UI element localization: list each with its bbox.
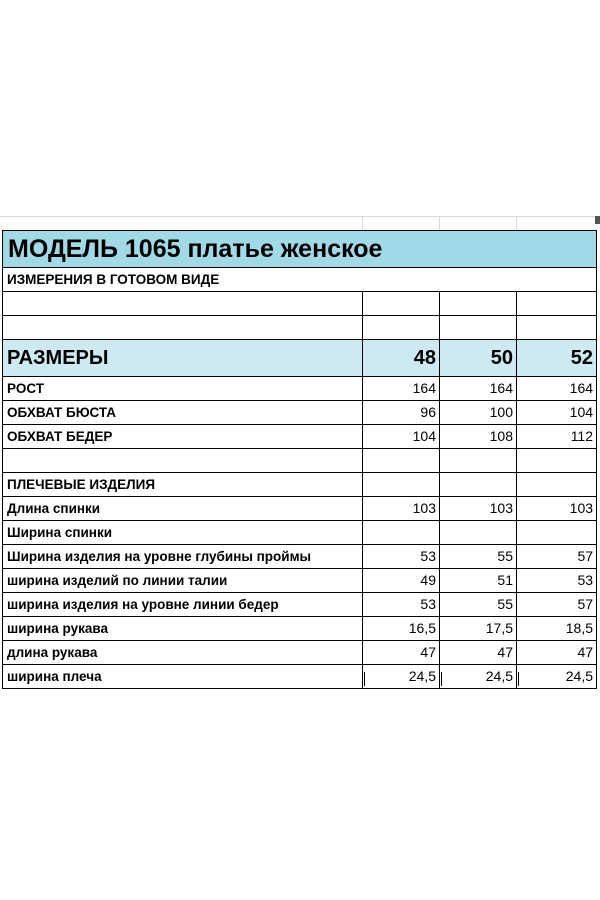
measurement-value: 112 (517, 425, 597, 449)
measurement-value: 57 (517, 545, 597, 569)
measurement-value: 164 (440, 377, 517, 401)
measurement-value: 49 (363, 569, 440, 593)
measurement-value: 53 (517, 569, 597, 593)
column-tail (441, 672, 442, 686)
measurement-label: Длина спинки (3, 497, 363, 521)
measurement-value: 47 (363, 641, 440, 665)
measurement-label: ОБХВАТ БЮСТА (3, 401, 363, 425)
table-subtitle: ИЗМЕРЕНИЯ В ГОТОВОМ ВИДЕ (3, 268, 597, 292)
size-chart-table (2, 230, 597, 689)
measurement-value: 17,5 (440, 617, 517, 641)
empty-cell (440, 292, 517, 316)
empty-row (3, 292, 597, 316)
sizes-label: РАЗМЕРЫ (3, 340, 363, 377)
measurement-value: 55 (440, 545, 517, 569)
table-title: МОДЕЛЬ 1065 платье женское (3, 231, 597, 268)
column-tail (364, 672, 365, 686)
measurement-value: 96 (363, 401, 440, 425)
empty-cell (3, 292, 363, 316)
measurement-label: ширина рукава (3, 617, 363, 641)
column-guides (0, 216, 600, 230)
measurement-value (363, 521, 440, 545)
measurement-value: 103 (363, 497, 440, 521)
measurement-label: ширина плеча (3, 665, 363, 689)
size-header: 52 (517, 340, 597, 377)
measurement-value: 16,5 (363, 617, 440, 641)
measurement-value: 55 (440, 593, 517, 617)
size-header: 48 (363, 340, 440, 377)
measurement-value: 24,5 (440, 665, 517, 689)
measurement-value: 103 (440, 497, 517, 521)
measurement-value (440, 449, 517, 473)
measurement-value: 53 (363, 593, 440, 617)
table-row (3, 497, 597, 521)
empty-cell (517, 292, 597, 316)
empty-cell (363, 316, 440, 340)
column-tail (518, 672, 519, 686)
measurement-value: 53 (363, 545, 440, 569)
measurement-label: Ширина спинки (3, 521, 363, 545)
measurement-value: 47 (517, 641, 597, 665)
table-row (3, 473, 597, 497)
measurement-value: 108 (440, 425, 517, 449)
measurement-value (440, 521, 517, 545)
measurement-value (363, 473, 440, 497)
measurement-value: 103 (517, 497, 597, 521)
column-guide (439, 216, 440, 230)
table-row (3, 569, 597, 593)
measurement-label: ширина изделий по линии талии (3, 569, 363, 593)
size-header: 50 (440, 340, 517, 377)
measurement-value (363, 449, 440, 473)
measurement-value: 104 (517, 401, 597, 425)
table-row (3, 617, 597, 641)
measurement-value: 47 (440, 641, 517, 665)
table-row (3, 449, 597, 473)
measurement-value: 104 (363, 425, 440, 449)
table-row (3, 665, 597, 689)
measurement-label (3, 449, 363, 473)
empty-cell (440, 316, 517, 340)
measurement-value (517, 473, 597, 497)
measurement-label: ОБХВАТ БЕДЕР (3, 425, 363, 449)
measurement-label: РОСТ (3, 377, 363, 401)
empty-cell (363, 292, 440, 316)
table-row (3, 593, 597, 617)
measurement-value: 164 (363, 377, 440, 401)
spreadsheet-area (0, 216, 600, 686)
measurement-label: длина рукава (3, 641, 363, 665)
empty-cell (3, 316, 363, 340)
column-guide (362, 216, 363, 230)
measurement-value: 51 (440, 569, 517, 593)
empty-row (3, 316, 597, 340)
measurement-value: 57 (517, 593, 597, 617)
scrollbar-corner (595, 216, 600, 224)
measurement-value: 24,5 (363, 665, 440, 689)
column-guide (516, 216, 517, 230)
table-row (3, 425, 597, 449)
measurement-value: 164 (517, 377, 597, 401)
measurement-value: 100 (440, 401, 517, 425)
table-row (3, 641, 597, 665)
measurement-value (440, 473, 517, 497)
table-row (3, 545, 597, 569)
measurement-value (517, 449, 597, 473)
table-row (3, 521, 597, 545)
measurement-label: Ширина изделия на уровне глубины проймы (3, 545, 363, 569)
measurement-value (517, 521, 597, 545)
title-row (3, 231, 597, 268)
measurement-label: ширина изделия на уровне линии бедер (3, 593, 363, 617)
sizes-header-row (3, 340, 597, 377)
subtitle-row (3, 268, 597, 292)
empty-cell (517, 316, 597, 340)
table-row (3, 401, 597, 425)
measurement-value: 24,5 (517, 665, 597, 689)
measurement-value: 18,5 (517, 617, 597, 641)
measurement-label: ПЛЕЧЕВЫЕ ИЗДЕЛИЯ (3, 473, 363, 497)
table-row (3, 377, 597, 401)
